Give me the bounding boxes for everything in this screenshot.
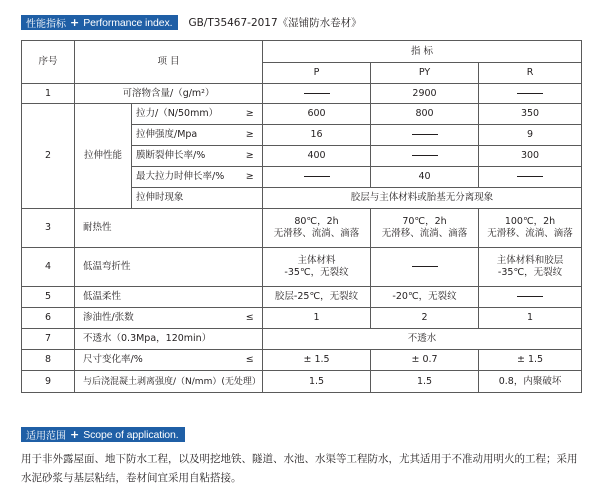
header-item: 项 目 [75, 41, 263, 84]
standard-label: GB/T35467-2017《湿铺防水卷材》 [188, 17, 362, 29]
header-p: P [263, 63, 371, 84]
cell-line: -35℃，无裂纹 [284, 267, 349, 278]
sub-item-label: 拉伸强度/Mpa [132, 125, 238, 146]
cell-merged: 胶层与主体材料或胎基无分离现象 [263, 188, 582, 209]
scope-title-en: Scope of application. [83, 428, 179, 441]
cell-p: 16 [263, 125, 371, 146]
row-no: 7 [22, 329, 75, 350]
performance-title-cn: 性能指标 [26, 19, 66, 30]
row-item: 不透水（0.3Mpa，120min） [75, 329, 263, 350]
cell-p: ± 1.5 [263, 350, 371, 371]
cell-py: 2 [371, 308, 479, 329]
header-no: 序号 [22, 41, 75, 84]
dash-mark [304, 93, 330, 94]
plus-icon: + [70, 16, 80, 29]
row-no: 3 [22, 209, 75, 248]
table-row [22, 209, 582, 248]
cell-r [479, 287, 582, 308]
cell-p [263, 248, 371, 287]
sub-item-symbol: ≥ [238, 125, 263, 146]
header-py: PY [371, 63, 479, 84]
row-item: 耐热性 [75, 209, 263, 248]
cell-r [479, 84, 582, 104]
scope-text: 用于非外露屋面、地下防水工程，以及明挖地铁、隧道、水池、水渠等工程防水，尤其适用于不准动用明火的工程；采用水泥砂浆与基层粘结，卷材间宜采用自粘搭接。 [21, 453, 578, 484]
cell-py [371, 209, 479, 248]
table-row [22, 84, 582, 104]
dash-mark [517, 296, 543, 297]
dash-mark [517, 93, 543, 94]
row-group: 拉伸性能 [75, 104, 132, 209]
sub-item-label: 最大拉力时伸长率/% [132, 167, 238, 188]
cell-p: 600 [263, 104, 371, 125]
performance-title-en: Performance index. [83, 16, 173, 29]
sub-item-symbol: ≥ [238, 167, 263, 188]
cell-p [263, 84, 371, 104]
sub-item-label: 膜断裂伸长率/% [132, 146, 238, 167]
cell-r: 1 [479, 308, 582, 329]
row-item: 渗油性/张数 [75, 308, 238, 329]
row-item: 与后浇混凝土剥离强度/（N/mm）(无处理） [75, 371, 263, 393]
cell-r: ± 1.5 [479, 350, 582, 371]
performance-title-box [21, 15, 178, 30]
scope-header [21, 427, 185, 442]
cell-p: 胶层-25℃，无裂纹 [263, 287, 371, 308]
table-row [22, 371, 582, 393]
dash-mark [304, 176, 330, 177]
row-symbol: ≤ [238, 308, 263, 329]
cell-line: 70℃，2h [402, 216, 447, 227]
row-item: 低温弯折性 [75, 248, 263, 287]
cell-r: 350 [479, 104, 582, 125]
cell-line: 100℃，2h [504, 216, 556, 227]
sub-item-symbol: ≥ [238, 146, 263, 167]
table-row [22, 329, 582, 350]
row-no: 1 [22, 84, 75, 104]
row-no: 4 [22, 248, 75, 287]
cell-py: 40 [371, 167, 479, 188]
cell-py: -20℃，无裂纹 [371, 287, 479, 308]
row-no: 5 [22, 287, 75, 308]
cell-py: ± 0.7 [371, 350, 479, 371]
cell-r [479, 248, 582, 287]
cell-line: 主体材料和胶层 [496, 255, 564, 266]
plus-icon: + [70, 428, 80, 441]
header-index: 指 标 [263, 41, 582, 63]
cell-p: 400 [263, 146, 371, 167]
cell-py: 800 [371, 104, 479, 125]
table-header-row [22, 41, 582, 63]
row-no: 6 [22, 308, 75, 329]
cell-line: 无滑移、流淌、滴落 [273, 228, 360, 239]
cell-p [263, 209, 371, 248]
row-no: 9 [22, 371, 75, 393]
cell-py [371, 248, 479, 287]
row-item: 低温柔性 [75, 287, 263, 308]
cell-r: 300 [479, 146, 582, 167]
cell-merged: 不透水 [263, 329, 582, 350]
cell-r [479, 167, 582, 188]
header-r: R [479, 63, 582, 84]
table-row [22, 308, 582, 329]
row-item: 可溶物含量/（g/m²） [75, 84, 263, 104]
cell-r: 9 [479, 125, 582, 146]
sub-item-label: 拉力/（N/50mm） [132, 104, 238, 125]
cell-line: -35℃，无裂纹 [497, 267, 563, 278]
table-row [22, 350, 582, 371]
row-symbol: ≤ [238, 350, 263, 371]
row-no: 2 [22, 104, 75, 209]
performance-header [21, 15, 362, 30]
cell-line: 主体材料 [297, 255, 336, 266]
dash-mark [412, 266, 438, 267]
row-item: 尺寸变化率/% [75, 350, 238, 371]
cell-py [371, 125, 479, 146]
cell-py: 2900 [371, 84, 479, 104]
table-row [22, 104, 582, 125]
dash-mark [412, 155, 438, 156]
cell-p: 1 [263, 308, 371, 329]
scope-title-box [21, 427, 185, 442]
cell-r: 0.8，内聚破坏 [479, 371, 582, 393]
row-no: 8 [22, 350, 75, 371]
dash-mark [517, 176, 543, 177]
cell-p [263, 167, 371, 188]
cell-py: 1.5 [371, 371, 479, 393]
table-row [22, 287, 582, 308]
dash-mark [412, 134, 438, 135]
cell-line: 无滑移、流淌、滴落 [381, 228, 468, 239]
scope-title-cn: 适用范围 [26, 431, 66, 442]
performance-table [21, 40, 582, 393]
sub-item-label: 拉伸时现象 [132, 188, 263, 209]
cell-py [371, 146, 479, 167]
sub-item-symbol: ≥ [238, 104, 263, 125]
cell-line: 80℃，2h [294, 216, 339, 227]
cell-line: 无滑移、流淌、滴落 [487, 228, 573, 239]
table-row [22, 248, 582, 287]
cell-p: 1.5 [263, 371, 371, 393]
cell-r [479, 209, 582, 248]
